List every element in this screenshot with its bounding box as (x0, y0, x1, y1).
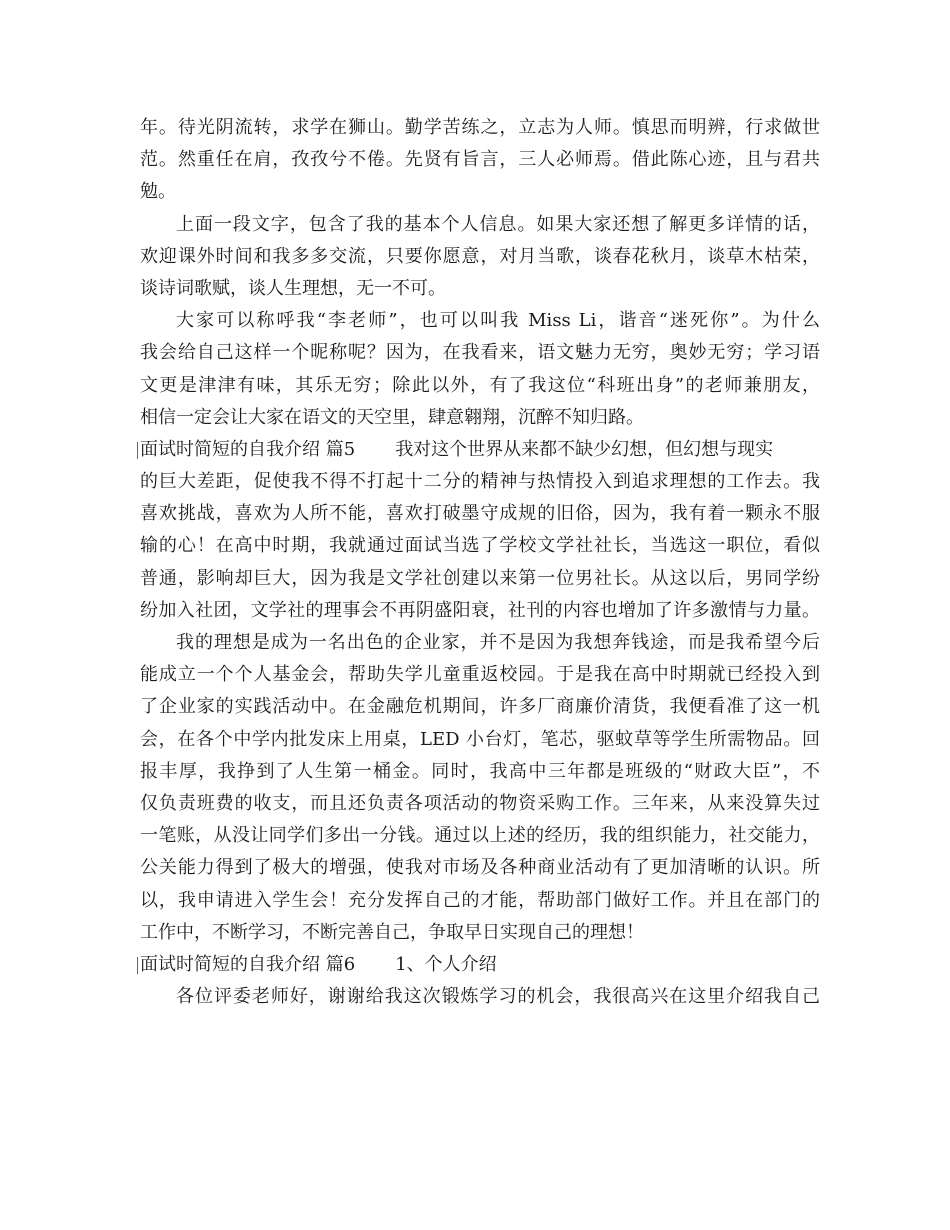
text-line: 输的心！在高中时期，我就通过面试当选了学校文学社社长，当选这一职位，看似 (140, 535, 820, 557)
text-line: 文更是津津有味，其乐无穷；除此以外，有了我这位“科班出身”的老师兼朋友， (140, 374, 820, 396)
text-line: 我的理想是成为一名出色的企业家，并不是因为我想奔钱途，而是我希望今后 (176, 632, 820, 653)
document-body (140, 112, 820, 1013)
text-line: 以，我申请进入学生会！充分发挥自己的才能，帮助部门做好工作。并且在部门的 (140, 889, 820, 911)
text-line: 一笔账，从没让同学们多出一分钱。通过以上述的经历，我的组织能力，社交能力， (140, 825, 820, 847)
text-line: 喜欢挑战，喜欢为人所不能，喜欢打破墨守成规的旧俗，因为，我有着一颗永不服 (140, 503, 820, 525)
text-line: 纷加入社团，文学社的理事会不再阴盛阳衰，社刊的内容也增加了许多激情与力量。 (140, 599, 820, 621)
text-line: 公关能力得到了极大的增强，使我对市场及各种商业活动有了更加清晰的认识。所 (140, 857, 820, 879)
section-first-line: 我对这个世界从来都不缺少幻想，但幻想与现实 (395, 438, 774, 460)
text-line: 能成立一个个人基金会，帮助失学儿童重返校园。于是我在高中时期就已经投入到 (140, 664, 820, 686)
section-heading-line (140, 949, 820, 981)
text-line: 谈诗词歌赋，谈人生理想，无一不可。 (140, 277, 446, 299)
section-heading-line (140, 434, 820, 466)
text-line: 范。然重任在肩，孜孜兮不倦。先贤有旨言，三人必师焉。借此陈心迹，且与君共 (140, 149, 820, 171)
text-line: 大家可以称呼我“李老师”，也可以叫我 Miss Li，谐音“迷死你”。为什么 (176, 310, 820, 332)
text-line: 会，在各个中学内批发床上用桌，LED 小台灯，笔芯，驱蚊草等学生所需物品。回 (140, 728, 820, 750)
text-line: 欢迎课外时间和我多多交流，只要你愿意，对月当歌，谈春花秋月，谈草木枯荣， (140, 245, 820, 267)
text-line: 普通，影响却巨大，因为我是文学社创建以来第一位男社长。从这以后，男同学纷 (140, 567, 820, 589)
text-line: 我会给自己这样一个昵称呢？因为，在我看来，语文魅力无穷，奥妙无穷；学习语 (140, 342, 820, 364)
text-line: 年。待光阴流转，求学在狮山。勤学苦练之，立志为人师。慎思而明辨，行求做世 (140, 117, 820, 138)
text-line: 上面一段文字，包含了我的基本个人信息。如果大家还想了解更多详情的话， (176, 213, 820, 235)
text-line: 报丰厚，我挣到了人生第一桶金。同时，我高中三年都是班级的“财政大臣”，不 (140, 760, 820, 782)
section-first-line: 1、个人介绍 (395, 953, 497, 975)
text-line: 工作中，不断学习，不断完善自己，争取早日实现自己的理想！ (140, 921, 644, 943)
section-heading: 面试时简短的自我介绍 篇5 (140, 438, 356, 460)
text-line: 各位评委老师好，谢谢给我这次锻炼学习的机会，我很高兴在这里介绍我自己 (176, 986, 820, 1008)
text-line: 勉。 (140, 181, 176, 203)
text-line: 相信一定会让大家在语文的天空里，肆意翱翔，沉醉不知归路。 (140, 406, 644, 428)
text-line: 了企业家的实践活动中。在金融危机期间，许多厂商廉价清货，我便看准了这一机 (140, 696, 820, 718)
text-line: 仅负责班费的收支，而且还负责各项活动的物资采购工作。三年来，从来没算失过 (140, 792, 820, 814)
section-heading: 面试时简短的自我介绍 篇6 (140, 953, 356, 975)
heading-marker (137, 442, 138, 459)
text-line: 的巨大差距，促使我不得不打起十二分的精神与热情投入到追求理想的工作去。我 (140, 471, 820, 493)
heading-marker (137, 957, 138, 974)
